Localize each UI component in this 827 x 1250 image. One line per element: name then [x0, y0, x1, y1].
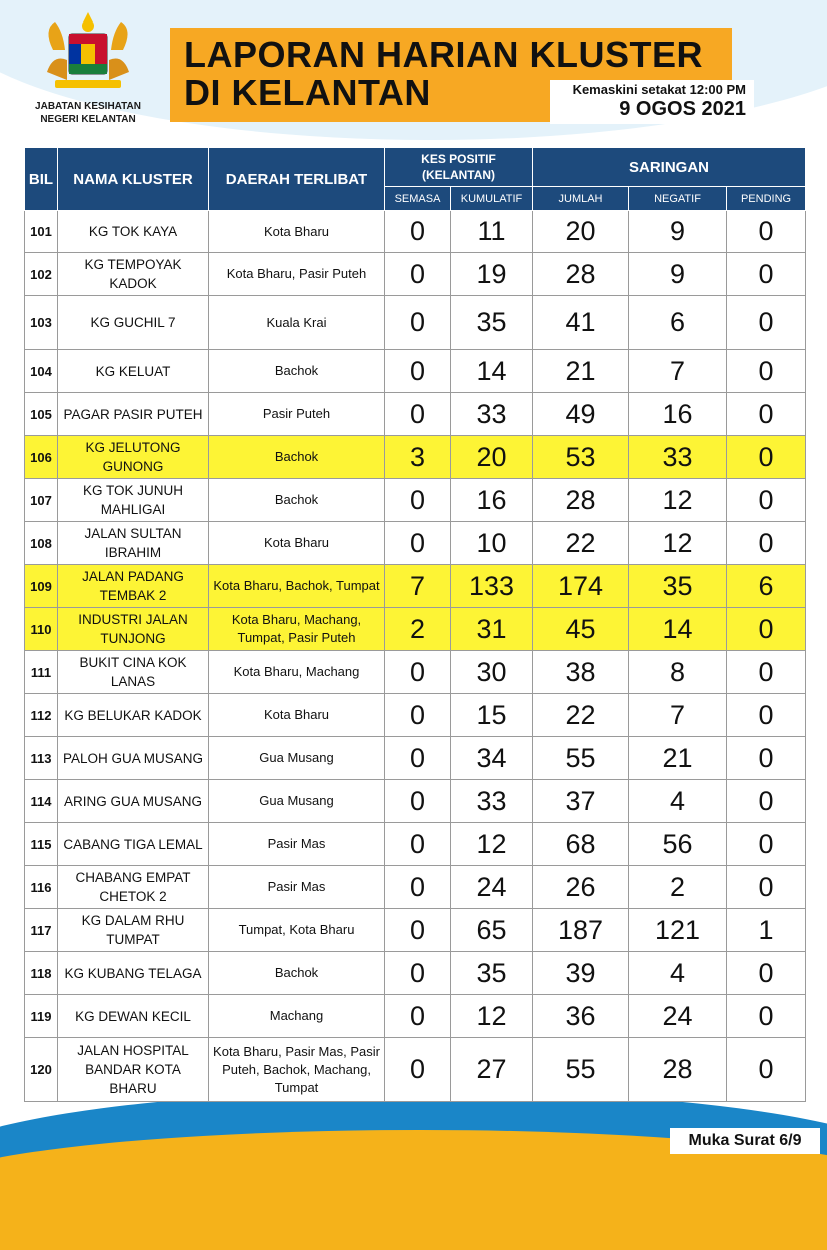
row-semasa: 0 [385, 211, 451, 253]
row-bil: 108 [25, 522, 58, 565]
row-jumlah: 21 [533, 350, 629, 393]
row-negatif: 7 [629, 350, 727, 393]
row-negatif: 121 [629, 909, 727, 952]
row-kumulatif: 15 [451, 694, 533, 737]
row-pending: 0 [727, 780, 806, 823]
row-semasa: 0 [385, 393, 451, 436]
table-row [25, 211, 806, 253]
department-name: JABATAN KESIHATAN NEGERI KELANTAN [35, 101, 141, 125]
row-semasa: 0 [385, 780, 451, 823]
row-nama-kluster: KG JELUTONG GUNONG [58, 436, 209, 479]
row-negatif: 12 [629, 479, 727, 522]
row-kumulatif: 27 [451, 1038, 533, 1102]
date-box [550, 80, 754, 124]
row-daerah: Kota Bharu [209, 522, 385, 565]
row-pending: 0 [727, 952, 806, 995]
row-jumlah: 39 [533, 952, 629, 995]
row-kumulatif: 65 [451, 909, 533, 952]
row-semasa: 2 [385, 608, 451, 651]
row-pending: 0 [727, 479, 806, 522]
row-jumlah: 28 [533, 253, 629, 296]
row-semasa: 0 [385, 995, 451, 1038]
row-bil: 103 [25, 296, 58, 350]
row-negatif: 9 [629, 253, 727, 296]
row-jumlah: 22 [533, 522, 629, 565]
row-kumulatif: 133 [451, 565, 533, 608]
row-nama-kluster: CABANG TIGA LEMAL [58, 823, 209, 866]
row-nama-kluster: PAGAR PASIR PUTEH [58, 393, 209, 436]
row-jumlah: 22 [533, 694, 629, 737]
row-negatif: 24 [629, 995, 727, 1038]
header-daerah: DAERAH TERLIBAT [209, 148, 385, 211]
header-negatif: NEGATIF [629, 187, 727, 211]
row-nama-kluster: JALAN SULTAN IBRAHIM [58, 522, 209, 565]
table-row [25, 952, 806, 995]
row-kumulatif: 34 [451, 737, 533, 780]
row-daerah: Bachok [209, 952, 385, 995]
row-nama-kluster: KG DEWAN KECIL [58, 995, 209, 1038]
table-row [25, 1038, 806, 1102]
header-saringan: SARINGAN [533, 148, 806, 187]
row-kumulatif: 35 [451, 952, 533, 995]
row-bil: 119 [25, 995, 58, 1038]
row-bil: 114 [25, 780, 58, 823]
row-negatif: 14 [629, 608, 727, 651]
row-jumlah: 55 [533, 737, 629, 780]
row-bil: 102 [25, 253, 58, 296]
row-jumlah: 49 [533, 393, 629, 436]
row-pending: 0 [727, 1038, 806, 1102]
table-row [25, 522, 806, 565]
row-daerah: Kota Bharu, Machang [209, 651, 385, 694]
row-semasa: 0 [385, 651, 451, 694]
row-daerah: Pasir Mas [209, 866, 385, 909]
row-jumlah: 37 [533, 780, 629, 823]
row-negatif: 4 [629, 780, 727, 823]
page-number: Muka Surat 6/9 [670, 1128, 820, 1154]
row-negatif: 16 [629, 393, 727, 436]
row-pending: 0 [727, 253, 806, 296]
row-nama-kluster: PALOH GUA MUSANG [58, 737, 209, 780]
row-jumlah: 45 [533, 608, 629, 651]
row-jumlah: 55 [533, 1038, 629, 1102]
row-jumlah: 187 [533, 909, 629, 952]
row-pending: 0 [727, 296, 806, 350]
row-bil: 106 [25, 436, 58, 479]
row-semasa: 0 [385, 296, 451, 350]
row-bil: 105 [25, 393, 58, 436]
report-date: 9 OGOS 2021 [619, 98, 746, 120]
row-bil: 110 [25, 608, 58, 651]
row-negatif: 2 [629, 866, 727, 909]
row-daerah: Bachok [209, 350, 385, 393]
row-kumulatif: 16 [451, 479, 533, 522]
row-kumulatif: 35 [451, 296, 533, 350]
row-jumlah: 20 [533, 211, 629, 253]
row-bil: 116 [25, 866, 58, 909]
row-pending: 0 [727, 823, 806, 866]
row-daerah: Kota Bharu, Pasir Mas, Pasir Puteh, Bachok, Machang, Tumpat [209, 1038, 385, 1102]
row-daerah: Pasir Mas [209, 823, 385, 866]
row-negatif: 8 [629, 651, 727, 694]
row-pending: 0 [727, 737, 806, 780]
row-daerah: Bachok [209, 436, 385, 479]
row-pending: 6 [727, 565, 806, 608]
table-row [25, 694, 806, 737]
row-kumulatif: 33 [451, 393, 533, 436]
row-daerah: Gua Musang [209, 737, 385, 780]
row-semasa: 0 [385, 909, 451, 952]
row-semasa: 0 [385, 253, 451, 296]
row-semasa: 0 [385, 737, 451, 780]
row-kumulatif: 12 [451, 823, 533, 866]
header-semasa: SEMASA [385, 187, 451, 211]
row-negatif: 6 [629, 296, 727, 350]
row-pending: 0 [727, 350, 806, 393]
row-semasa: 0 [385, 694, 451, 737]
row-daerah: Tumpat, Kota Bharu [209, 909, 385, 952]
row-bil: 115 [25, 823, 58, 866]
table-row [25, 823, 806, 866]
row-pending: 0 [727, 211, 806, 253]
row-semasa: 0 [385, 522, 451, 565]
row-pending: 0 [727, 694, 806, 737]
row-negatif: 21 [629, 737, 727, 780]
row-semasa: 0 [385, 479, 451, 522]
row-daerah: Kota Bharu [209, 694, 385, 737]
table-row [25, 651, 806, 694]
row-semasa: 0 [385, 866, 451, 909]
row-negatif: 35 [629, 565, 727, 608]
table-row [25, 780, 806, 823]
row-kumulatif: 12 [451, 995, 533, 1038]
row-negatif: 33 [629, 436, 727, 479]
table-row [25, 253, 806, 296]
row-pending: 0 [727, 651, 806, 694]
row-negatif: 7 [629, 694, 727, 737]
row-daerah: Gua Musang [209, 780, 385, 823]
row-pending: 0 [727, 522, 806, 565]
row-negatif: 56 [629, 823, 727, 866]
row-daerah: Kota Bharu, Pasir Puteh [209, 253, 385, 296]
row-negatif: 28 [629, 1038, 727, 1102]
row-kumulatif: 30 [451, 651, 533, 694]
row-jumlah: 38 [533, 651, 629, 694]
header-nama-kluster: NAMA KLUSTER [58, 148, 209, 211]
cluster-table-body [25, 211, 806, 1102]
row-bil: 112 [25, 694, 58, 737]
row-kumulatif: 31 [451, 608, 533, 651]
row-negatif: 4 [629, 952, 727, 995]
header-kumulatif: KUMULATIF [451, 187, 533, 211]
row-semasa: 0 [385, 1038, 451, 1102]
row-daerah: Kota Bharu, Machang, Tumpat, Pasir Puteh [209, 608, 385, 651]
row-semasa: 0 [385, 823, 451, 866]
row-semasa: 0 [385, 952, 451, 995]
row-jumlah: 174 [533, 565, 629, 608]
row-semasa: 3 [385, 436, 451, 479]
row-nama-kluster: CHABANG EMPAT CHETOK 2 [58, 866, 209, 909]
row-jumlah: 68 [533, 823, 629, 866]
table-row [25, 296, 806, 350]
row-nama-kluster: KG KELUAT [58, 350, 209, 393]
header-jumlah: JUMLAH [533, 187, 629, 211]
table-row [25, 436, 806, 479]
row-kumulatif: 10 [451, 522, 533, 565]
row-nama-kluster: KG DALAM RHU TUMPAT [58, 909, 209, 952]
table-row [25, 479, 806, 522]
row-pending: 0 [727, 608, 806, 651]
report-title-line1: LAPORAN HARIAN KLUSTER [184, 34, 703, 75]
row-kumulatif: 33 [451, 780, 533, 823]
row-nama-kluster: KG BELUKAR KADOK [58, 694, 209, 737]
row-bil: 111 [25, 651, 58, 694]
row-nama-kluster: KG TOK KAYA [58, 211, 209, 253]
cluster-table [24, 147, 806, 1102]
row-nama-kluster: KG GUCHIL 7 [58, 296, 209, 350]
header-bil: BIL [25, 148, 58, 211]
row-negatif: 12 [629, 522, 727, 565]
updated-label: Kemaskini setakat 12:00 PM [572, 82, 746, 97]
row-nama-kluster: KG TEMPOYAK KADOK [58, 253, 209, 296]
row-kumulatif: 20 [451, 436, 533, 479]
header-kes-positif: KES POSITIF (KELANTAN) [385, 148, 533, 187]
logo-block [18, 10, 158, 130]
row-pending: 0 [727, 393, 806, 436]
row-jumlah: 28 [533, 479, 629, 522]
row-bil: 107 [25, 479, 58, 522]
table-row [25, 909, 806, 952]
row-bil: 118 [25, 952, 58, 995]
row-pending: 1 [727, 909, 806, 952]
row-jumlah: 41 [533, 296, 629, 350]
row-bil: 113 [25, 737, 58, 780]
table-row [25, 737, 806, 780]
row-kumulatif: 11 [451, 211, 533, 253]
row-nama-kluster: KG TOK JUNUH MAHLIGAI [58, 479, 209, 522]
row-jumlah: 36 [533, 995, 629, 1038]
table-row [25, 995, 806, 1038]
table-row [25, 608, 806, 651]
row-semasa: 7 [385, 565, 451, 608]
row-kumulatif: 19 [451, 253, 533, 296]
table-row [25, 565, 806, 608]
row-bil: 117 [25, 909, 58, 952]
row-bil: 104 [25, 350, 58, 393]
row-nama-kluster: INDUSTRI JALAN TUNJONG [58, 608, 209, 651]
report-title-line2: DI KELANTAN [184, 72, 431, 113]
row-pending: 0 [727, 995, 806, 1038]
row-nama-kluster: JALAN PADANG TEMBAK 2 [58, 565, 209, 608]
row-bil: 109 [25, 565, 58, 608]
row-jumlah: 26 [533, 866, 629, 909]
row-daerah: Kota Bharu [209, 211, 385, 253]
row-bil: 120 [25, 1038, 58, 1102]
row-daerah: Machang [209, 995, 385, 1038]
table-row [25, 393, 806, 436]
row-negatif: 9 [629, 211, 727, 253]
row-semasa: 0 [385, 350, 451, 393]
row-nama-kluster: KG KUBANG TELAGA [58, 952, 209, 995]
row-nama-kluster: BUKIT CINA KOK LANAS [58, 651, 209, 694]
row-pending: 0 [727, 866, 806, 909]
row-kumulatif: 14 [451, 350, 533, 393]
row-daerah: Pasir Puteh [209, 393, 385, 436]
row-bil: 101 [25, 211, 58, 253]
header-pending: PENDING [727, 187, 806, 211]
row-daerah: Kuala Krai [209, 296, 385, 350]
table-row [25, 350, 806, 393]
row-daerah: Kota Bharu, Bachok, Tumpat [209, 565, 385, 608]
table-row [25, 866, 806, 909]
row-pending: 0 [727, 436, 806, 479]
row-nama-kluster: ARING GUA MUSANG [58, 780, 209, 823]
row-daerah: Bachok [209, 479, 385, 522]
coat-of-arms-logo [33, 10, 143, 94]
row-kumulatif: 24 [451, 866, 533, 909]
row-jumlah: 53 [533, 436, 629, 479]
row-nama-kluster: JALAN HOSPITAL BANDAR KOTA BHARU [58, 1038, 209, 1102]
